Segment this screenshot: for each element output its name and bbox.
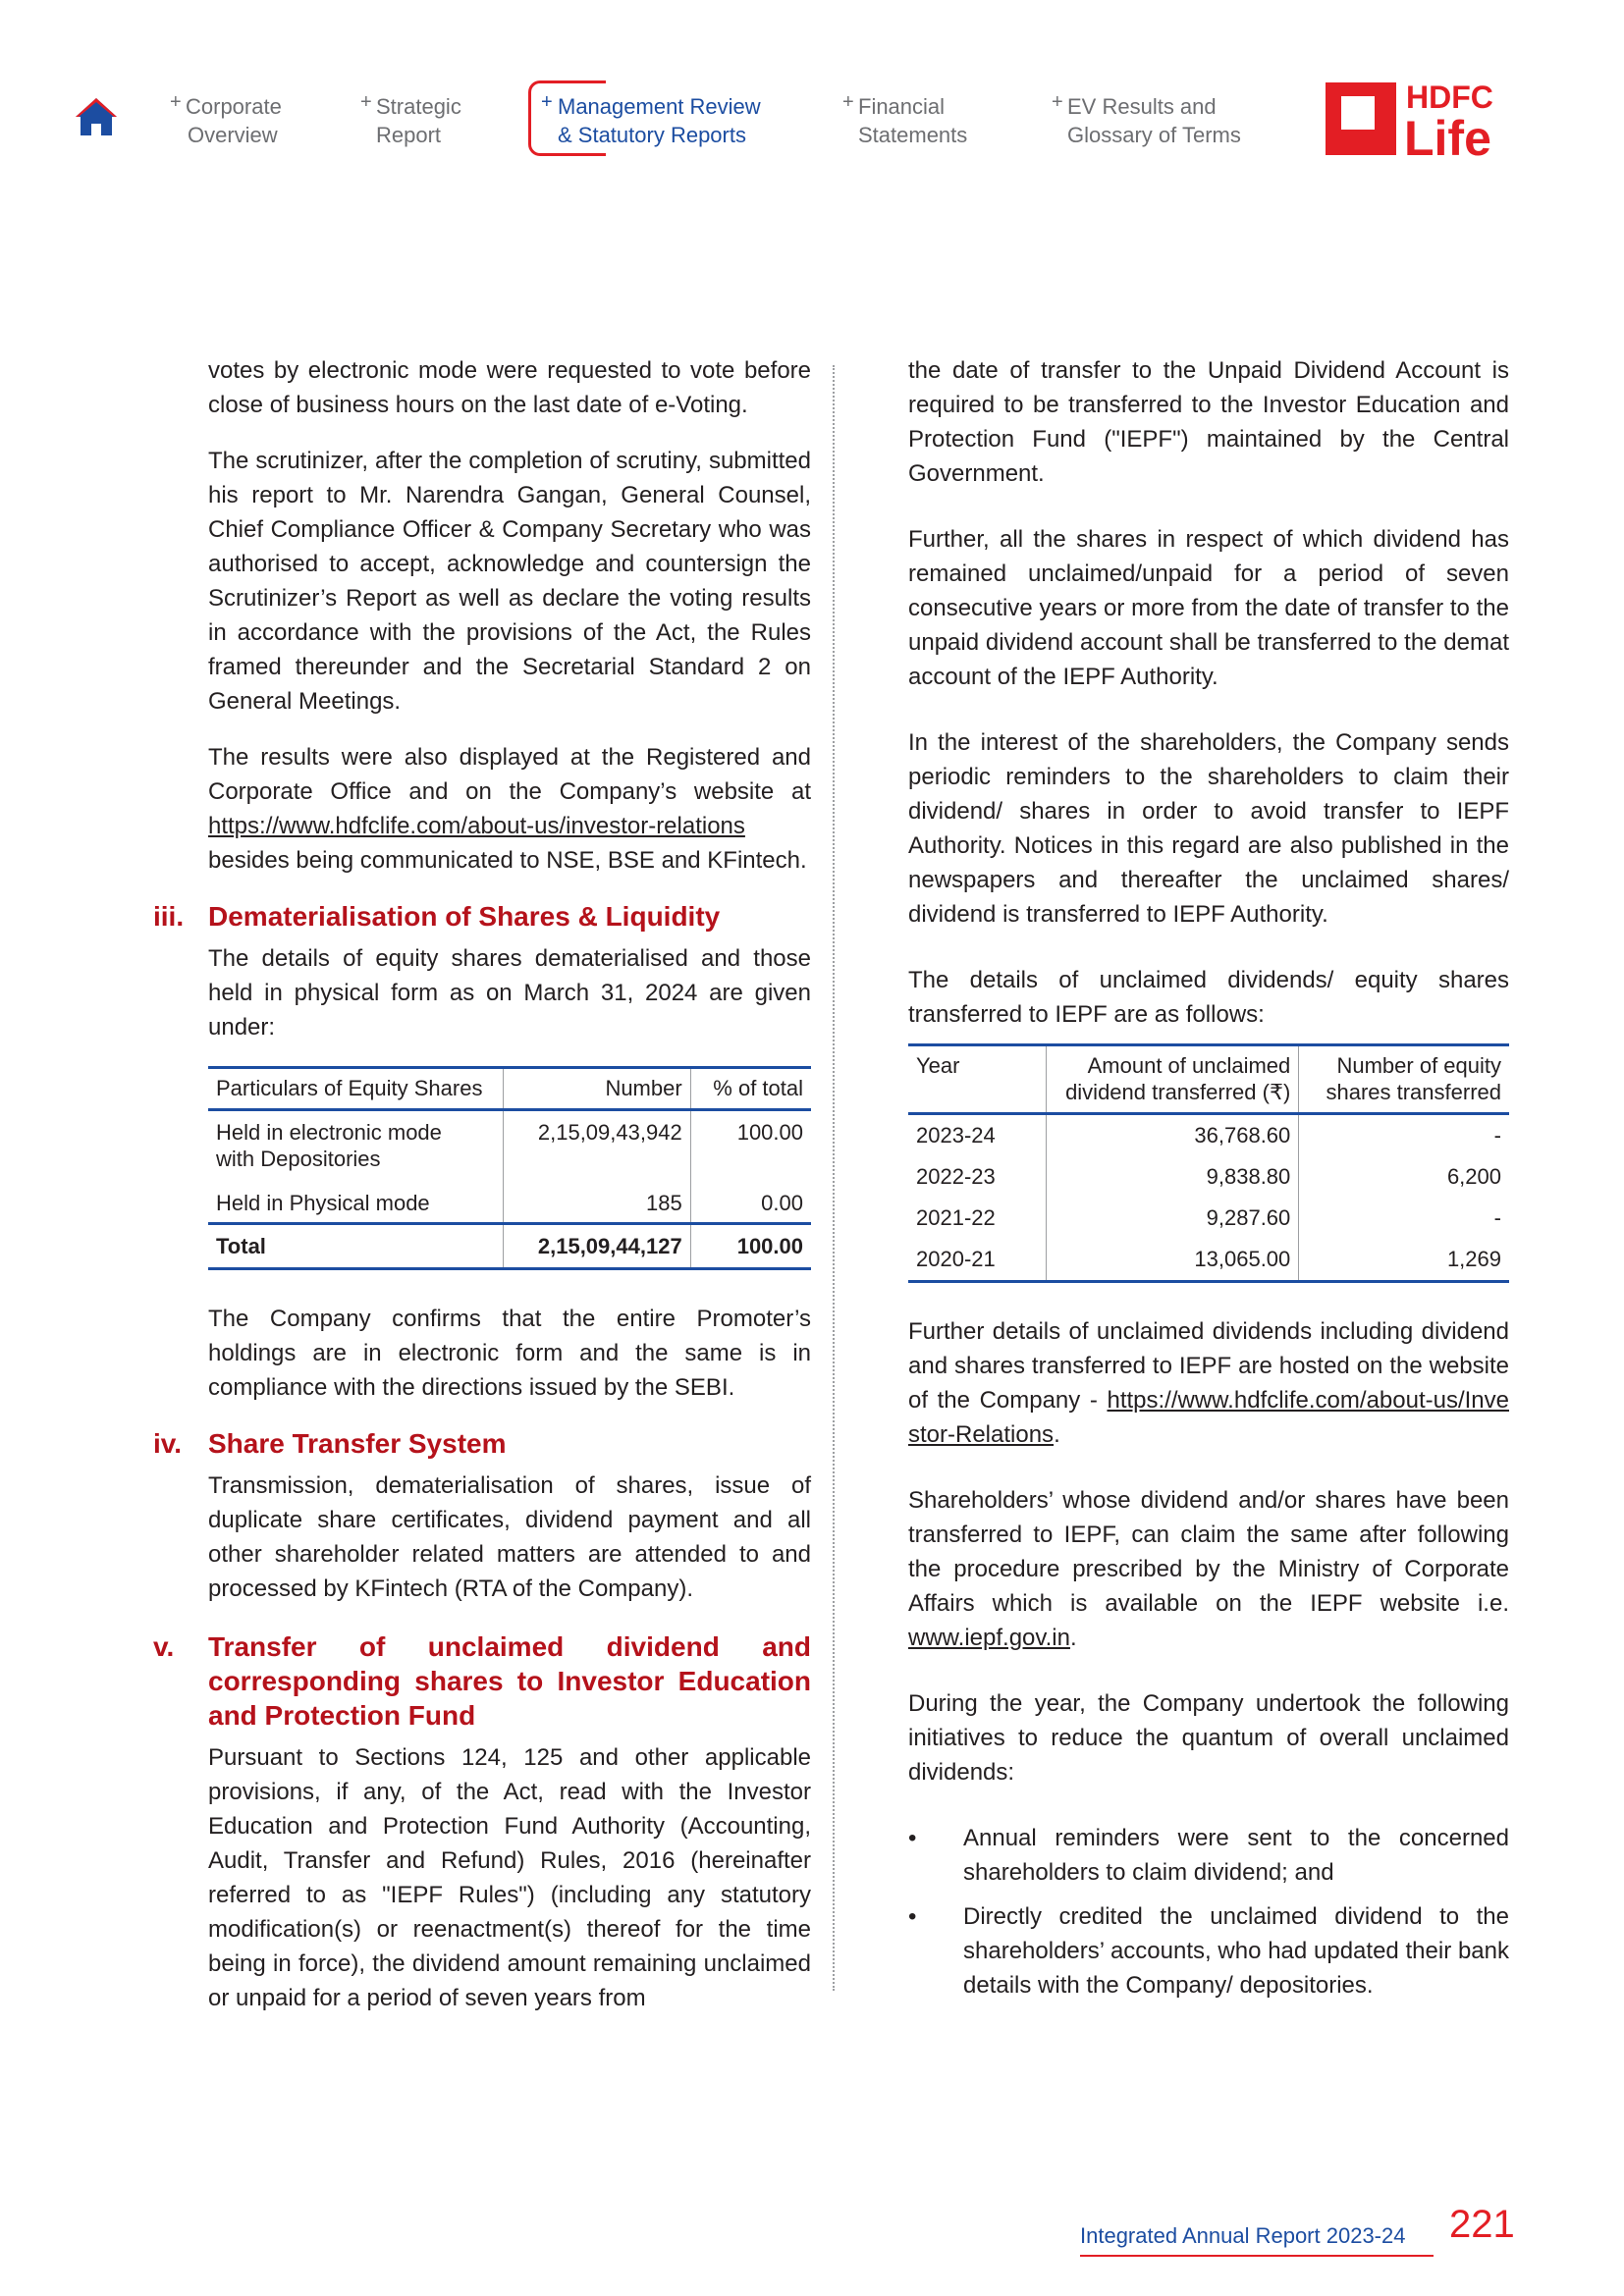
footer-rule	[1080, 2255, 1434, 2257]
table-cell: 2,15,09,43,942	[504, 1110, 690, 1179]
table-header: Number of equity shares transferred	[1299, 1045, 1509, 1114]
nav-management-review[interactable]	[541, 91, 761, 149]
nav-label-line1: EV Results and	[1067, 94, 1217, 119]
table-cell: 9,287.60	[1047, 1198, 1299, 1239]
table-header: Number	[504, 1068, 690, 1110]
list-item: • Annual reminders were sent to the concerned shareholders to claim dividend; and	[908, 1821, 1509, 1890]
initiatives-list	[908, 1821, 1509, 2002]
paragraph	[208, 740, 811, 878]
column-divider	[833, 365, 835, 1991]
list-item: • Directly credited the unclaimed dividend to the shareholders’ accounts, who had updated their bank details with the Company/ depositories.	[908, 1899, 1509, 2002]
plus-icon: +	[842, 91, 854, 113]
table-header-row	[208, 1068, 811, 1110]
paragraph: the date of transfer to the Unpaid Dividend Account is required to be transferred to the Investor Education and Protection Fund ("IEPF") maintained by the Central Government.	[908, 357, 1509, 487]
section-dematerialisation	[153, 899, 811, 1405]
nav-label-line1: Financial	[858, 94, 946, 119]
paragraph: Transmission, dematerialisation of shares, issue of duplicate share certificates, dividend payment and all other shareholder related matters are attended to and processed by KFintech (RTA of the Company).	[208, 1472, 811, 1602]
nav-label-line2: Statements	[858, 123, 968, 147]
table-header-row	[908, 1045, 1509, 1114]
paragraph: The details of unclaimed dividends/ equity shares transferred to IEPF are as follows:	[908, 967, 1509, 1028]
page-number: 221	[1449, 2203, 1515, 2246]
section-heading: Dematerialisation of Shares & Liquidity	[208, 901, 721, 932]
plus-icon: +	[541, 91, 553, 113]
table-cell: 2020-21	[916, 1247, 996, 1271]
nav-label-line1: Management Review	[558, 94, 761, 119]
nav-strategic-report[interactable]	[360, 91, 461, 149]
section-number: v.	[153, 1631, 175, 1662]
hdfc-life-logo	[1326, 75, 1512, 159]
paragraph: During the year, the Company undertook the following initiatives to reduce the quantum of overall unclaimed dividends:	[908, 1690, 1509, 1786]
table-cell: 6,200	[1299, 1156, 1509, 1198]
table-row	[908, 1239, 1509, 1282]
table-cell: -	[1299, 1114, 1509, 1157]
nav-label-line2: Glossary of Terms	[1067, 123, 1241, 147]
plus-icon: +	[1052, 91, 1063, 113]
equity-shares-table	[208, 1066, 811, 1270]
table-header: Particulars of Equity Shares	[208, 1068, 504, 1110]
iepf-website-link[interactable]: www.iepf.gov.in	[908, 1625, 1070, 1651]
section-heading: Share Transfer System	[208, 1428, 507, 1459]
table-cell: 13,065.00	[1047, 1239, 1299, 1282]
table-cell: 9,838.80	[1047, 1156, 1299, 1198]
iepf-transfer-table	[908, 1043, 1509, 1283]
section-share-transfer	[153, 1426, 811, 1606]
right-column	[908, 353, 1509, 2012]
nav-label-line2: & Statutory Reports	[558, 123, 746, 147]
text: .	[1069, 1625, 1077, 1651]
nav-corporate-overview[interactable]	[170, 91, 282, 149]
table-cell: 100.00	[690, 1224, 811, 1269]
text: The results were also displayed at the Registered and Corporate Office and on the Company’s website at	[208, 744, 811, 805]
nav-label-line2: Report	[376, 123, 442, 147]
table-row	[208, 1110, 811, 1179]
logo-text-life: Life	[1404, 111, 1491, 159]
nav-label-line2: Overview	[188, 123, 278, 147]
table-header: Amount of unclaimed dividend transferred (₹)	[1047, 1045, 1299, 1114]
section-iepf-transfer	[153, 1629, 811, 2015]
text: .	[1054, 1421, 1060, 1448]
table-cell: Total	[208, 1224, 504, 1269]
home-icon[interactable]	[73, 95, 120, 138]
report-title: Integrated Annual Report 2023-24	[1080, 2223, 1406, 2248]
table-cell: 185	[504, 1178, 690, 1224]
nav-label-line1: Strategic	[376, 94, 461, 119]
table-cell: Held in electronic mode with Depositories	[216, 1120, 442, 1171]
table-cell: 100.00	[690, 1110, 811, 1179]
paragraph	[908, 1483, 1509, 1655]
investor-relations-link[interactable]: https://www.hdfclife.com/about-us/investor-relations	[208, 813, 745, 839]
logo-text-hdfc: HDFC	[1406, 80, 1493, 115]
investor-relations-link[interactable]: https://www.hdfclife.com/about-us/Investor-Relations	[908, 1387, 1509, 1448]
nav-ev-results[interactable]	[1052, 91, 1241, 149]
text: Shareholders’ whose dividend and/or shares have been transferred to IEPF, can claim the same after following the procedure prescribed by the Ministry of Corporate Affairs which is available on the IEPF website i.e.	[908, 1487, 1509, 1617]
paragraph: In the interest of the shareholders, the Company sends periodic reminders to the shareholders to claim their dividend/ shares in order to avoid transfer to IEPF Authority. Notices in this regard are also published in the newspapers and thereafter the unclaimed shares/ dividend is transferred to IEPF Authority.	[908, 729, 1509, 928]
table-cell: 0.00	[690, 1178, 811, 1224]
paragraph: Further, all the shares in respect of which dividend has remained unclaimed/unpaid for a period of seven consecutive years or more from the date of transfer to the unpaid dividend account shall be transferred to the demat account of the IEPF Authority.	[908, 526, 1509, 690]
paragraph: Pursuant to Sections 124, 125 and other applicable provisions, if any, of the Act, read with the Investor Education and Protection Fund Authority (Accounting, Audit, Transfer and Refund) Rules, 2016 (hereinafter referred to as "IEPF Rules") (including any statutory modification(s) or reenactment(s) thereof for the time being in force), the dividend amount remaining unclaimed or unpaid for a period of seven years from	[208, 1744, 811, 2011]
paragraph: The details of equity shares dematerialised and those held in physical form as on March 31, 2024 are given under:	[208, 945, 811, 1041]
section-number: iii.	[153, 901, 185, 932]
table-row	[208, 1178, 811, 1224]
section-number: iv.	[153, 1428, 183, 1459]
text: besides being communicated to NSE, BSE and KFintech.	[208, 847, 807, 874]
table-cell: Held in Physical mode	[216, 1191, 430, 1215]
paragraph: The scrutinizer, after the completion of scrutiny, submitted his report to Mr. Narendra Gangan, General Counsel, Chief Compliance Officer & Company Secretary who was authorised to accept, acknowledge and countersign the Scrutinizer’s Report as well as declare the voting results in accordance with the provisions of the Act, the Rules framed thereunder and the Secretarial Standard 2 on General Meetings.	[208, 448, 811, 715]
table-cell: 2021-22	[916, 1205, 996, 1230]
table-row	[908, 1198, 1509, 1239]
table-cell: -	[1299, 1198, 1509, 1239]
plus-icon: +	[170, 91, 182, 113]
paragraph: The Company confirms that the entire Promoter’s holdings are in electronic form and the same is in compliance with the directions issued by the SEBI.	[208, 1306, 811, 1401]
table-cell: 36,768.60	[1047, 1114, 1299, 1157]
table-row	[908, 1114, 1509, 1157]
table-cell: 2022-23	[916, 1164, 996, 1189]
table-header: Year	[908, 1045, 1047, 1114]
text: Further details of unclaimed dividends including dividend and shares transferred to IEPF are hosted on the website of the Company -	[908, 1318, 1509, 1414]
nav-financial-statements[interactable]	[842, 91, 968, 149]
nav-label-line1: Corporate	[186, 94, 282, 119]
section-heading: Transfer of unclaimed dividend and corresponding shares to Investor Education and Protection Fund	[208, 1631, 811, 1731]
table-row	[908, 1156, 1509, 1198]
table-header: % of total	[690, 1068, 811, 1110]
table-cell: 1,269	[1299, 1239, 1509, 1282]
table-cell: 2,15,09,44,127	[504, 1224, 690, 1269]
left-column	[153, 353, 811, 2037]
paragraph	[908, 1314, 1509, 1452]
table-total-row	[208, 1224, 811, 1269]
paragraph: votes by electronic mode were requested to vote before close of business hours on the last date of e-Voting.	[208, 357, 811, 418]
table-cell: 2023-24	[916, 1123, 996, 1148]
plus-icon: +	[360, 91, 372, 113]
